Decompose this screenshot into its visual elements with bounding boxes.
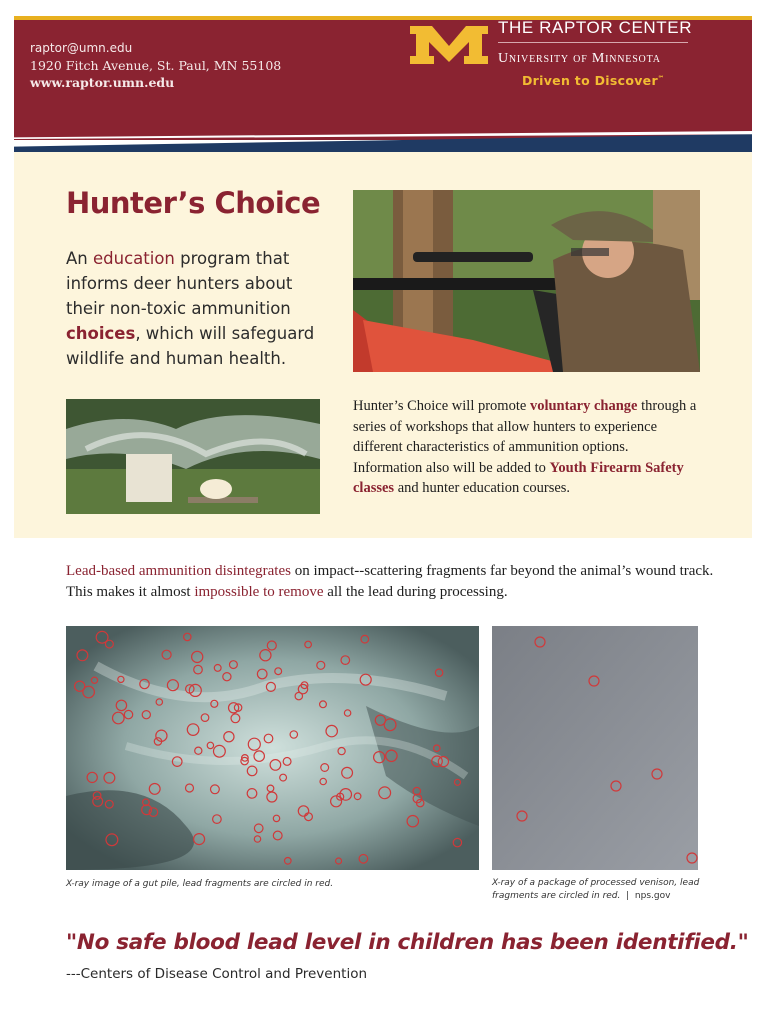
quote-attribution: ---Centers of Disease Control and Prevention: [66, 966, 368, 982]
intro-part: program that informs deer hunters about their non-toxic ammunition: [66, 249, 293, 318]
caption-separator: |: [626, 891, 630, 901]
contact-email[interactable]: raptor@umn.edu: [30, 41, 133, 55]
program-part: through a series of workshops that allow hunters to experience different characteristics of ammunition options. Information also will be added to: [353, 398, 697, 476]
intro-highlight: choices: [66, 324, 136, 343]
program-part: Hunter’s Choice will promote: [353, 398, 530, 414]
cdc-quote: "No safe blood lead level in children has been identified.": [66, 930, 749, 955]
lead-highlight: impossible to remove: [194, 583, 324, 600]
lead-explanation: [66, 561, 716, 602]
intro-highlight: education: [93, 249, 175, 268]
lead-part: on impact--scattering fragments far beyond the animal’s wound track. This makes it almost: [66, 563, 714, 600]
venison-xray-image: [492, 626, 698, 870]
tagline-mark: ℠: [657, 74, 665, 82]
page-title: Hunter’s Choice: [66, 186, 321, 220]
program-highlight: Youth Firearm Safety classes: [353, 459, 684, 496]
university-name: University of Minnesota: [498, 51, 661, 66]
tagline: [522, 73, 664, 88]
contact-website[interactable]: www.raptor.umn.edu: [30, 75, 175, 90]
contact-block: [30, 40, 281, 91]
org-divider: [498, 42, 688, 43]
gut-pile-xray-image: [66, 626, 479, 870]
tagline-text: Driven to Discover: [522, 73, 658, 88]
venison-caption: [492, 877, 707, 903]
contact-address: 1920 Fitch Avenue, St. Paul, MN 55108: [30, 58, 282, 73]
caption-source: nps.gov: [634, 891, 671, 901]
lead-part: all the lead during processing.: [323, 583, 508, 600]
program-part: and hunter education courses.: [394, 480, 571, 496]
hunter-aiming-rifle-photo: [353, 190, 700, 372]
intro-text: [66, 246, 328, 371]
intro-part: An: [66, 249, 93, 268]
gut-pile-caption: X-ray image of a gut pile, lead fragments are circled in red.: [66, 879, 334, 889]
program-highlight: voluntary change: [529, 398, 638, 414]
lead-highlight: Lead-based ammunition disintegrates: [66, 563, 291, 579]
umn-block-m-logo-icon: [408, 20, 490, 70]
venison-caption-text: X-ray of a package of processed venison, lead fragments are circled in red.: [492, 878, 700, 901]
org-name: THE RAPTOR CENTER: [498, 18, 693, 37]
bullet-splash-test-photo: [66, 399, 320, 514]
intro-part: , which will safeguard wildlife and human health.: [66, 324, 315, 368]
program-description: [353, 396, 698, 499]
